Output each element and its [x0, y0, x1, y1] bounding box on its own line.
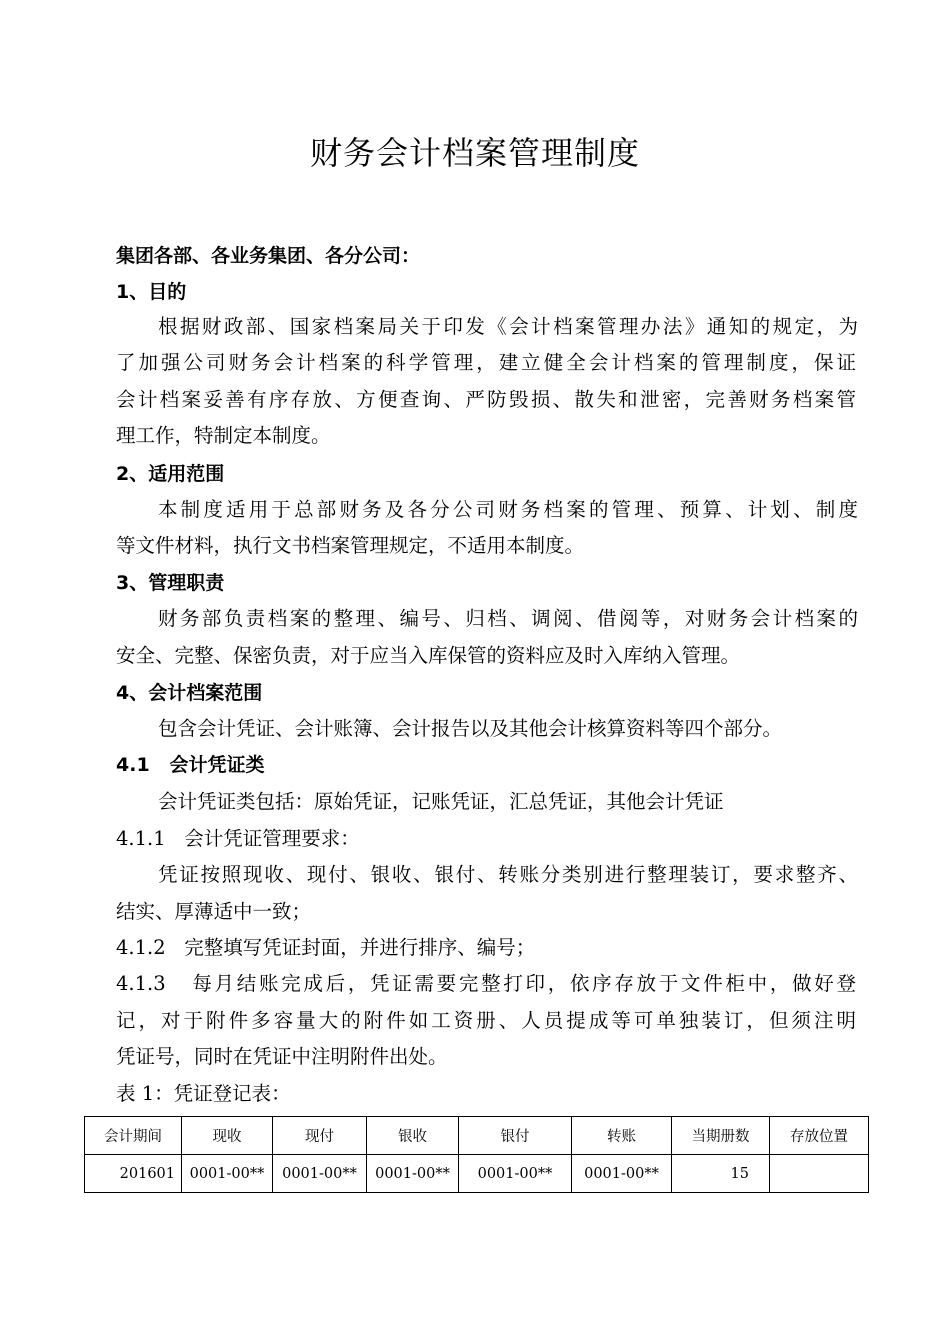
- salutation: 集团各部、各业务集团、各分公司：: [116, 245, 421, 267]
- paragraph-line: 等文件材料，执行文书档案管理规定，不适用本制度。: [116, 534, 585, 557]
- table-caption: 表 1：凭证登记表：: [116, 1082, 291, 1105]
- table-cell: 0001-00**: [367, 1155, 459, 1193]
- column-header: 转账: [572, 1117, 672, 1155]
- paragraph-line: 安全、完整、保密负责，对于应当入库保管的资料应及时入库纳入管理。: [116, 644, 741, 667]
- paragraph-line: 根据财政部、国家档案局关于印发《会计档案管理办法》通知的规定，为: [158, 315, 858, 338]
- paragraph-line: 包含会计凭证、会计账簿、会计报告以及其他会计核算资料等四个部分。: [158, 717, 783, 740]
- column-header: 存放位置: [770, 1117, 869, 1155]
- table-row: [85, 1155, 869, 1193]
- paragraph-line: 结实、厚薄适中一致；: [116, 900, 312, 923]
- paragraph-line: 了加强公司财务会计档案的科学管理，建立健全会计档案的管理制度，保证: [116, 351, 856, 374]
- column-header: 会计期间: [85, 1117, 182, 1155]
- section-heading: 4、会计档案范围: [116, 682, 263, 704]
- column-header: 现付: [273, 1117, 367, 1155]
- table-cell: 15: [672, 1155, 770, 1193]
- subsection-line: 4.1.2 完整填写凭证封面，并进行排序、编号；: [116, 936, 536, 959]
- section-heading: 4.1 会计凭证类: [116, 754, 265, 776]
- subsection-heading: 4.1.1 会计凭证管理要求：: [116, 827, 360, 850]
- paragraph-line: 会计档案妥善有序存放、方便查询、严防毁损、散失和泄密，完善财务档案管: [116, 388, 856, 411]
- column-header: 银付: [459, 1117, 572, 1155]
- document-title: 财务会计档案管理制度: [309, 134, 640, 172]
- paragraph-line: 理工作，特制定本制度。: [116, 424, 331, 447]
- section-heading: 3、管理职责: [116, 572, 225, 594]
- section-heading: 1、目的: [116, 281, 187, 303]
- subsection-line: 4.1.3 每月结账完成后，凭证需要完整打印，依序存放于文件柜中，做好登: [116, 972, 856, 995]
- paragraph-line: 凭证号，同时在凭证中注明附件出处。: [116, 1045, 448, 1068]
- table-header-row: [85, 1117, 869, 1155]
- table-cell: 0001-00**: [459, 1155, 572, 1193]
- table-cell: [770, 1155, 869, 1193]
- table-cell: 0001-00**: [273, 1155, 367, 1193]
- table-cell: 0001-00**: [182, 1155, 273, 1193]
- paragraph-line: 会计凭证类包括：原始凭证，记账凭证，汇总凭证，其他会计凭证: [158, 790, 724, 813]
- column-header: 当期册数: [672, 1117, 770, 1155]
- table-cell: 0001-00**: [572, 1155, 672, 1193]
- table-cell: 201601: [85, 1155, 182, 1193]
- voucher-register-table: [84, 1116, 869, 1193]
- column-header: 银收: [367, 1117, 459, 1155]
- paragraph-line: 记，对于附件多容量大的附件如工资册、人员提成等可单独装订，但须注明: [116, 1009, 856, 1032]
- section-heading: 2、适用范围: [116, 463, 225, 485]
- paragraph-line: 财务部负责档案的整理、编号、归档、调阅、借阅等，对财务会计档案的: [158, 607, 858, 630]
- paragraph-line: 凭证按照现收、现付、银收、银付、转账分类别进行整理装订，要求整齐、: [158, 863, 858, 886]
- paragraph-line: 本制度适用于总部财务及各分公司财务档案的管理、预算、计划、制度: [158, 498, 858, 521]
- column-header: 现收: [182, 1117, 273, 1155]
